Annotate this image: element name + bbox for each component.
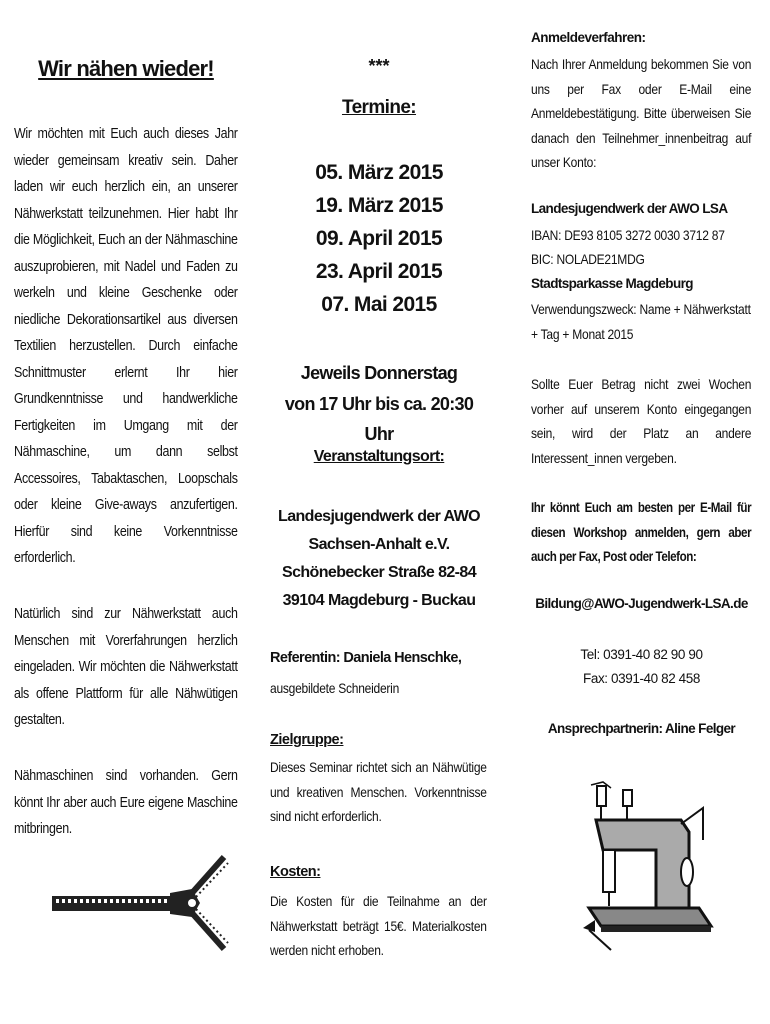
bank-name: Stadtsparkasse Magdeburg <box>531 276 693 291</box>
contact-person: Ansprechpartnerin: Aline Felger <box>547 721 736 736</box>
payment-notice: Sollte Euer Betrag nicht zwei Wochen vorher auf unserem Konto eingegangen sein, wird der Platz an andere Interessent_innen vergeben. <box>531 376 752 466</box>
date-item: 05. März 2015 <box>315 161 443 184</box>
sewing-machine-icon <box>581 780 721 955</box>
termine-heading: Termine: <box>341 97 417 118</box>
iban: IBAN: DE93 8105 3272 0030 3712 87 <box>531 227 725 243</box>
venue-address <box>260 503 498 615</box>
phone-number: Tel: 0391-40 82 90 90 <box>580 647 703 662</box>
time-line: von 17 Uhr bis ca. 20:30 Uhr <box>284 394 474 444</box>
bank-org: Landesjugendwerk der AWO LSA <box>531 201 728 216</box>
anmelde-heading: Anmeldeverfahren: <box>531 30 646 45</box>
date-list <box>270 156 488 321</box>
date-item: 07. Mai 2015 <box>321 293 437 316</box>
machines-paragraph: Nähmaschinen sind vorhanden. Gern könnt Ihr aber auch Eure eigene Maschine mitbringen. <box>14 768 238 837</box>
venue-heading: Veranstaltungsort: <box>313 448 445 465</box>
weekday-line: Jeweils Donnerstag <box>300 363 458 383</box>
experience-paragraph: Natürlich sind zur Nähwerkstatt auch Menschen mit Vorerfahrungen herzlich eingeladen. Wir möchten die Nähwerkstatt als offene Plattform für alle Nähwütigen gestalten. <box>14 606 238 728</box>
venue-line: Sachsen-Anhalt e.V. <box>308 536 450 553</box>
intro-paragraph: Wir möchten mit Euch auch dieses Jahr wieder gemeinsam kreativ sein. Daher laden wir euch herzlich ein, an unserer Nähwerkstatt teilzunehmen. Hier habt Ihr die Möglichkeit, Euch an der Nähmaschine auszuprobieren, mit Nadel und Faden zu werkeln und kleine Geschenke oder niedliche Dekorationsartikel aus diversen Textilien herzustellen. Durch einfache Schnittmuster erlernt Ihr hier Grundkenntnisse und handwerkliche Fertigkeiten im Umgang mit der Nähmaschine, um dann selbst Accessoires, Tabaktaschen, Loopschals oder kleine Give-aways anzufertigen. Hierfür sind keine Vorkenntnisse erforderlich. <box>14 126 238 566</box>
venue-line: Schönebecker Straße 82-84 <box>282 564 476 581</box>
signup-note: Ihr könnt Euch am besten per E-Mail für diesen Workshop anmelden, gern aber auch per Fax, Post oder Telefon: <box>531 500 752 564</box>
bic: BIC: NOLADE21MDG <box>531 251 645 267</box>
date-item: 09. April 2015 <box>315 227 443 250</box>
zielgruppe-text: Dieses Seminar richtet sich an Nähwütige und kreativen Menschen. Vorkenntnisse sind nicht erforderlich. <box>270 759 487 824</box>
page-title: Wir nähen wieder! <box>38 56 214 81</box>
zipper-icon <box>52 853 232 953</box>
transfer-purpose: Verwendungszweck: Name + Nähwerkstatt + Tag + Monat 2015 <box>531 301 751 342</box>
referentin-label: Referentin: Daniela Henschke, <box>270 650 462 666</box>
stars-divider: *** <box>368 56 390 76</box>
referentin-detail: ausgebildete Schneiderin <box>270 680 400 696</box>
kosten-heading: Kosten: <box>270 864 321 880</box>
venue-line: 39104 Magdeburg - Buckau <box>282 592 476 609</box>
anmelde-text: Nach Ihrer Anmeldung bekommen Sie von uns per Fax oder E-Mail eine Anmeldebestätigung. Bitte überweisen Sie danach den Teilnehmer_innenbeitrag auf unser Konto: <box>531 56 752 170</box>
zielgruppe-heading: Zielgruppe: <box>270 732 344 748</box>
email-link[interactable]: Bildung@AWO-Jugendwerk-LSA.de <box>535 596 748 611</box>
fax-number: Fax: 0391-40 82 458 <box>583 671 700 686</box>
kosten-text: Die Kosten für die Teilnahme an der Nähwerkstatt beträgt 15€. Materialkosten werden nicht erhoben. <box>270 893 487 958</box>
date-item: 23. April 2015 <box>315 260 443 283</box>
venue-line: Landesjugendwerk der AWO <box>278 508 480 525</box>
date-item: 19. März 2015 <box>315 194 443 217</box>
